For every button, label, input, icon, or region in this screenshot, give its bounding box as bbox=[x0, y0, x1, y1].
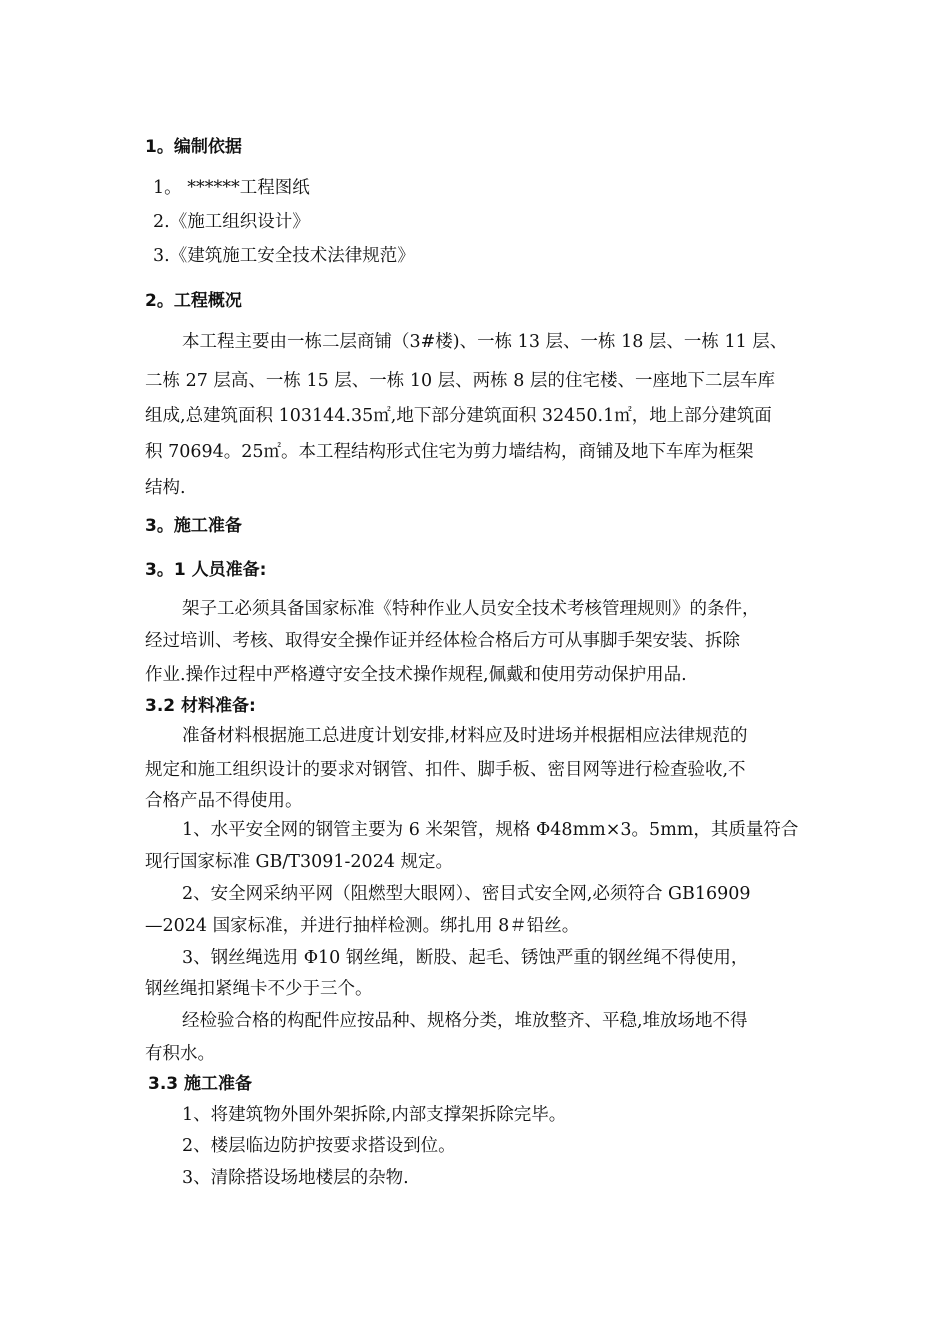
material-line-2: 规定和施工组织设计的要求对钢管、扣件、脚手板、密目网等进行检查验收,不 bbox=[145, 760, 746, 780]
material-line-5: 现行国家标准 GB/T3091-2024 规定。 bbox=[145, 852, 454, 872]
site-prep-line-3: 3、清除搭设场地楼层的杂物. bbox=[182, 1168, 409, 1188]
material-line-9: 钢丝绳扣紧绳卡不少于三个。 bbox=[145, 979, 373, 999]
material-line-1: 准备材料根据施工总进度计划安排,材料应及时进场并根据相应法律规范的 bbox=[182, 726, 748, 746]
overview-line-3: 组成,总建筑面积 103144.35㎡,地下部分建筑面积 32450.1㎡，地上部分建筑面 bbox=[145, 406, 772, 426]
basis-item-3: 3.《建筑施工安全技术法律规范》 bbox=[153, 246, 415, 266]
overview-line-5: 结构. bbox=[145, 478, 186, 498]
subsection-3-1-heading: 3。1 人员准备: bbox=[145, 560, 267, 580]
basis-item-2: 2.《施工组织设计》 bbox=[153, 212, 310, 232]
section-2-heading: 2。工程概况 bbox=[145, 291, 242, 311]
overview-line-1: 本工程主要由一栋二层商铺（3#楼)、一栋 13 层、一栋 18 层、一栋 11 层、 bbox=[182, 332, 788, 352]
material-line-10: 经检验合格的构配件应按品种、规格分类，堆放整齐、平稳,堆放场地不得 bbox=[182, 1011, 748, 1031]
material-line-7: —2024 国家标准，并进行抽样检测。绑扎用 8＃铅丝。 bbox=[145, 916, 580, 936]
overview-line-2: 二栋 27 层高、一栋 15 层、一栋 10 层、两栋 8 层的住宅楼、一座地下二层车库 bbox=[145, 371, 775, 391]
section-1-heading: 1。编制依据 bbox=[145, 137, 242, 157]
personnel-line-2: 经过培训、考核、取得安全操作证并经体检合格后方可从事脚手架安装、拆除 bbox=[145, 631, 740, 651]
subsection-3-3-heading: 3.3 施工准备 bbox=[148, 1074, 253, 1094]
site-prep-line-2: 2、楼层临边防护按要求搭设到位。 bbox=[182, 1136, 456, 1156]
personnel-line-3: 作业.操作过程中严格遵守安全技术操作规程,佩戴和使用劳动保护用品. bbox=[145, 665, 687, 685]
basis-item-1: 1。 ******工程图纸 bbox=[153, 178, 310, 198]
material-line-6: 2、安全网采纳平网（阻燃型大眼网）、密目式安全网,必须符合 GB16909 bbox=[182, 884, 751, 904]
subsection-3-2-heading: 3.2 材料准备: bbox=[145, 696, 256, 716]
personnel-line-1: 架子工必须具备国家标准《特种作业人员安全技术考核管理规则》的条件， bbox=[182, 599, 760, 619]
material-line-4: 1、水平安全网的钢管主要为 6 米架管，规格 Φ48mm×3。5mm，其质量符合 bbox=[182, 820, 799, 840]
site-prep-line-1: 1、将建筑物外围外架拆除,内部支撑架拆除完毕。 bbox=[182, 1105, 567, 1125]
material-line-8: 3、钢丝绳选用 Φ10 钢丝绳，断股、起毛、锈蚀严重的钢丝绳不得使用， bbox=[182, 948, 749, 968]
overview-line-4: 积 70694。25㎡。本工程结构形式住宅为剪力墙结构，商铺及地下车库为框架 bbox=[145, 442, 754, 462]
section-3-heading: 3。施工准备 bbox=[145, 516, 242, 536]
material-line-3: 合格产品不得使用。 bbox=[145, 791, 303, 811]
material-line-11: 有积水。 bbox=[145, 1044, 215, 1064]
